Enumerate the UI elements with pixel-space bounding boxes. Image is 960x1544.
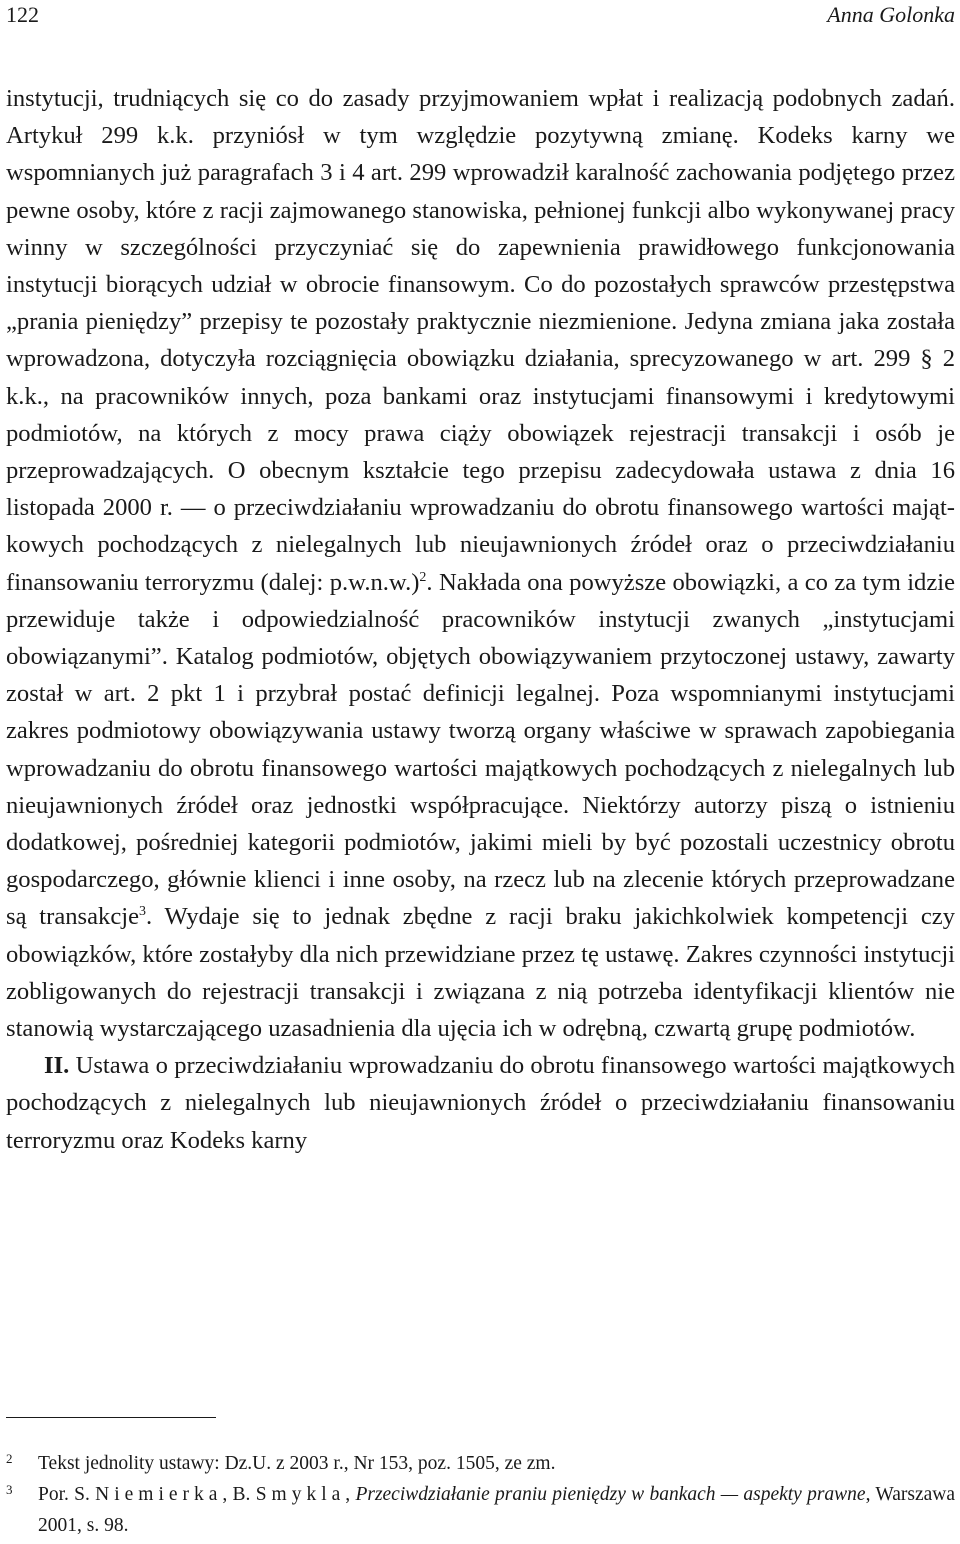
footnote-author-1: Niemierka <box>95 1484 223 1505</box>
footnote-ref-3: 3 <box>139 904 146 920</box>
footnote-sep: , <box>345 1484 356 1505</box>
footnote-divider <box>6 1417 216 1418</box>
footnote-text: Tekst jednolity ustawy: Dz.U. z 2003 r., Nr 153, poz. 1505, ze zm. <box>38 1453 556 1474</box>
paragraph-1 <box>6 80 955 1047</box>
footnote-title: Przeciwdziałanie praniu pieniędzy w bankach — aspekty prawne <box>355 1484 866 1505</box>
page <box>6 0 955 1544</box>
paragraph-1-text: instytucji, trudniących się co do zasady przyjmowaniem wpłat i realizacją podobnych zadań. Artykuł 299 k.k. przyniósł w tym względzie pozytywną zmianę. Kodeks karny we wspomnianych już paragrafach 3 i 4 art. 299 wprowadził karalność zachowania podjętego przez pewne osoby, które z racji zajmowanego stanowiska, pełnionej funkcji albo wykonywanej pracy winny w szczególności przyczyniać się do zapewnienia prawidłowego funkcjonowania instytucji biorących udział w obrocie finansowym. Co do pozostałych sprawców przestępstwa „prania pieniędzy” przepisy te pozostały praktycznie niezmienione. Jedyna zmiana jaka została wprowadzona, dotyczyła rozciągnięcia obowiązku działania, sprecyzowanego w art. 299 § 2 k.k., na pracowników innych, poza bankami oraz instytucjami finansowymi i kredytowymi podmiotów, na których z mocy prawa ciąży obowiązek rejestracji transakcji i osób je przeprowadzających. O obecnym kształcie tego przepisu zadecydowała ustawa z dnia 16 listopada 2000 r. — o przeciwdziałaniu wprowadzaniu do obrotu finansowego wartości majątkowych pochodzących z nielegalnych lub nieujawnionych źródeł oraz o przeciwdziałaniu finansowaniu terroryzmu (dalej: p.w.n.w.) <box>6 85 955 596</box>
section-marker: II. <box>44 1052 70 1080</box>
footnote-author-2: Smykla <box>255 1484 346 1505</box>
footnote-number: 2 <box>6 1451 13 1466</box>
footnote-mid: , B. <box>222 1484 256 1505</box>
footnote-ref-2: 2 <box>419 569 427 585</box>
page-number: 122 <box>6 2 39 27</box>
running-head-author: Anna Golonka <box>827 2 955 27</box>
paragraph-1-end: . Wydaje się to jednak zbędne z racji braku jakichkolwiek kompetencji czy obowiązków, które zostałyby dla nich przewidziane przez tę ustawę. Zakres czynności instytucji zobligowanych do rejestracji transakcji i związana z nią potrzeba identyfikacji klientów nie stanowią wystarczającego uzasadnienia dla ujęcia ich w odrębną, czwartą grupę podmiotów. <box>6 903 955 1043</box>
footnote-2 <box>6 1448 955 1479</box>
paragraph-2 <box>6 1047 955 1159</box>
footnote-post: , Warszawa 2001, s. 98. <box>38 1484 956 1536</box>
footnote-3 <box>6 1479 955 1541</box>
footnotes <box>6 1448 955 1541</box>
body-text <box>6 80 955 1159</box>
footnote-number: 3 <box>6 1482 13 1497</box>
paragraph-1-cont: . Nakłada ona powyższe obowiązki, a co za tym idzie przewiduje także i odpowiedzialność pracowników instytucji zwanych „instytucjami obowiązanymi”. Katalog podmiotów, objętych obowiązywaniem przytoczonej ustawy, zawarty został w art. 2 pkt 1 i przybrał postać definicji legalnej. Poza wspomnianymi instytucjami zakres podmiotowy obowiązywania ustawy tworzą organy właściwe w sprawach zapobiegania wprowadzaniu do obrotu finansowego wartości majątkowych pochodzących z nielegalnych lub nieujawnionych źródeł oraz jednostki współpracujące. Niektórzy autorzy piszą o istnieniu dodatkowej, pośredniej kategorii podmiotów, jakimi mieli by być pozostali uczestnicy obrotu gospodarczego, głównie klienci i inne osoby, na rzecz lub na zlecenie których przeprowadzane są transakcje <box>6 568 955 931</box>
page-header <box>6 2 955 30</box>
footnote-pre: Por. S. <box>38 1484 96 1505</box>
paragraph-2-text: Ustawa o przeciwdziałaniu wprowadzaniu do obrotu finansowego wartości majątkowych pochodzących z nielegalnych lub nieujawnionych źródeł o przeciwdziałaniu finansowaniu terroryzmu oraz Kodeks karny <box>6 1052 955 1154</box>
